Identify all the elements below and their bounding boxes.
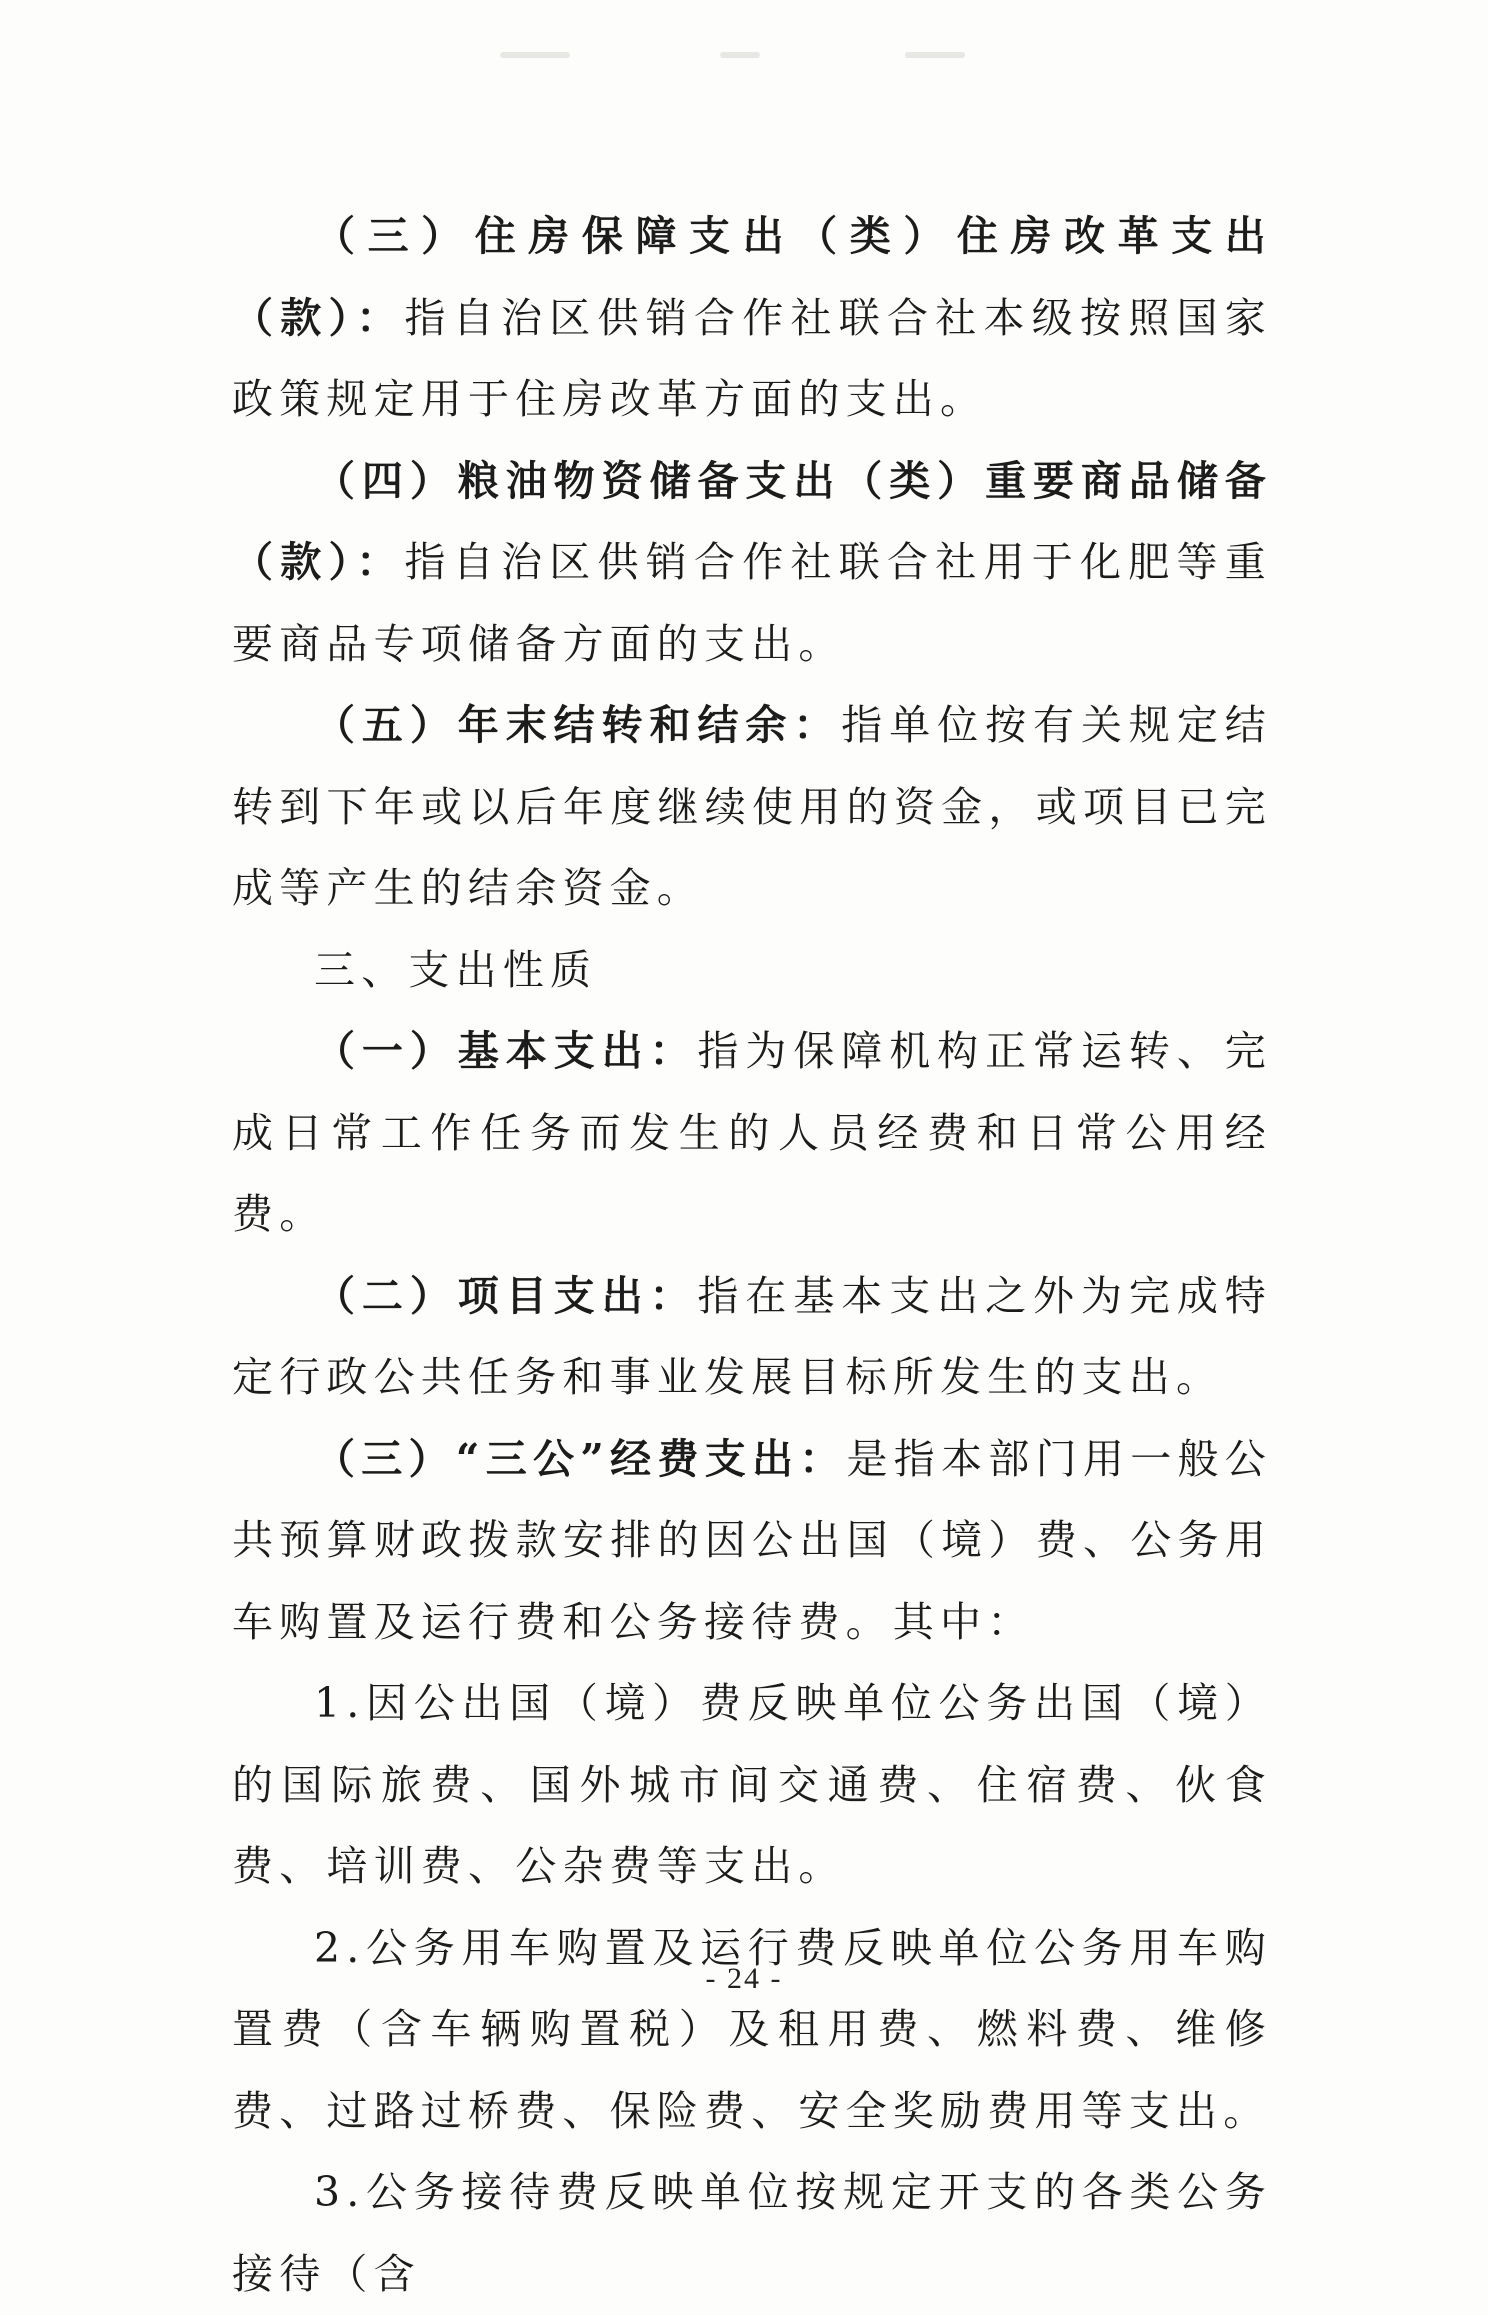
scan-artifact — [905, 52, 965, 58]
paragraph-text: 是指本部门用一般公共预算财政拨款安排的因公出国（境）费、公务用车购置及运行费和公务接待费。其中： — [232, 1434, 1272, 1646]
scan-artifact — [500, 52, 570, 58]
paragraph-text: 指单位按有关规定结转到下年或以后年度继续使用的资金，或项目已完成等产生的结余资金。 — [232, 701, 1272, 912]
paragraph-housing-expenditure — [232, 196, 1272, 441]
paragraph-lead: （四）粮油物资储备支出（类）重要商品储备（款）： — [232, 456, 1272, 586]
paragraph-text: 指自治区供销合作社联合社本级按照国家政策规定用于住房改革方面的支出。 — [232, 293, 1272, 423]
paragraph-lead: （二）项目支出： — [314, 1271, 698, 1320]
list-item-overseas-travel: 1.因公出国（境）费反映单位公务出国（境）的国际旅费、国外城市间交通费、住宿费、伙食费、培训费、公杂费等支出。 — [232, 1679, 1272, 1890]
list-item-official-vehicles: 2.公务用车购置及运行费反映单位公务用车购置费（含车辆购置税）及租用费、燃料费、维修费、过路过桥费、保险费、安全奖励费用等支出。 — [232, 1923, 1272, 2135]
scan-artifact — [720, 52, 760, 58]
paragraph-lead: （五）年末结转和结余： — [314, 701, 842, 749]
paragraph-basic-expenditure — [232, 1011, 1272, 1256]
paragraph-year-end-balance — [232, 685, 1272, 930]
paragraph-text: 指在基本支出之外为完成特定行政公共任务和事业发展目标所发生的支出。 — [232, 1271, 1272, 1401]
paragraph-text: 指自治区供销合作社联合社用于化肥等重要商品专项储备方面的支出。 — [232, 538, 1272, 668]
paragraph-lead: （三）住房保障支出（类）住房改革支出（款）： — [232, 212, 1272, 342]
paragraph-grain-reserve-expenditure — [232, 441, 1272, 686]
page-number: - 24 - — [705, 1962, 783, 1995]
list-item-official-reception: 3.公务接待费反映单位按规定开支的各类公务接待（含 — [232, 2168, 1272, 2298]
paragraph-lead: （三）“三公”经费支出： — [314, 1434, 847, 1483]
document-body — [232, 196, 1272, 2315]
section-heading: 三、支出性质 — [314, 945, 598, 994]
paragraph-three-public-expenditure — [232, 1419, 1272, 1664]
paragraph-text: 指为保障机构正常运转、完成日常工作任务而发生的人员经费和日常公用经费。 — [232, 1027, 1272, 1238]
paragraph-lead: （一）基本支出： — [314, 1027, 698, 1075]
paragraph-project-expenditure — [232, 1256, 1272, 1419]
